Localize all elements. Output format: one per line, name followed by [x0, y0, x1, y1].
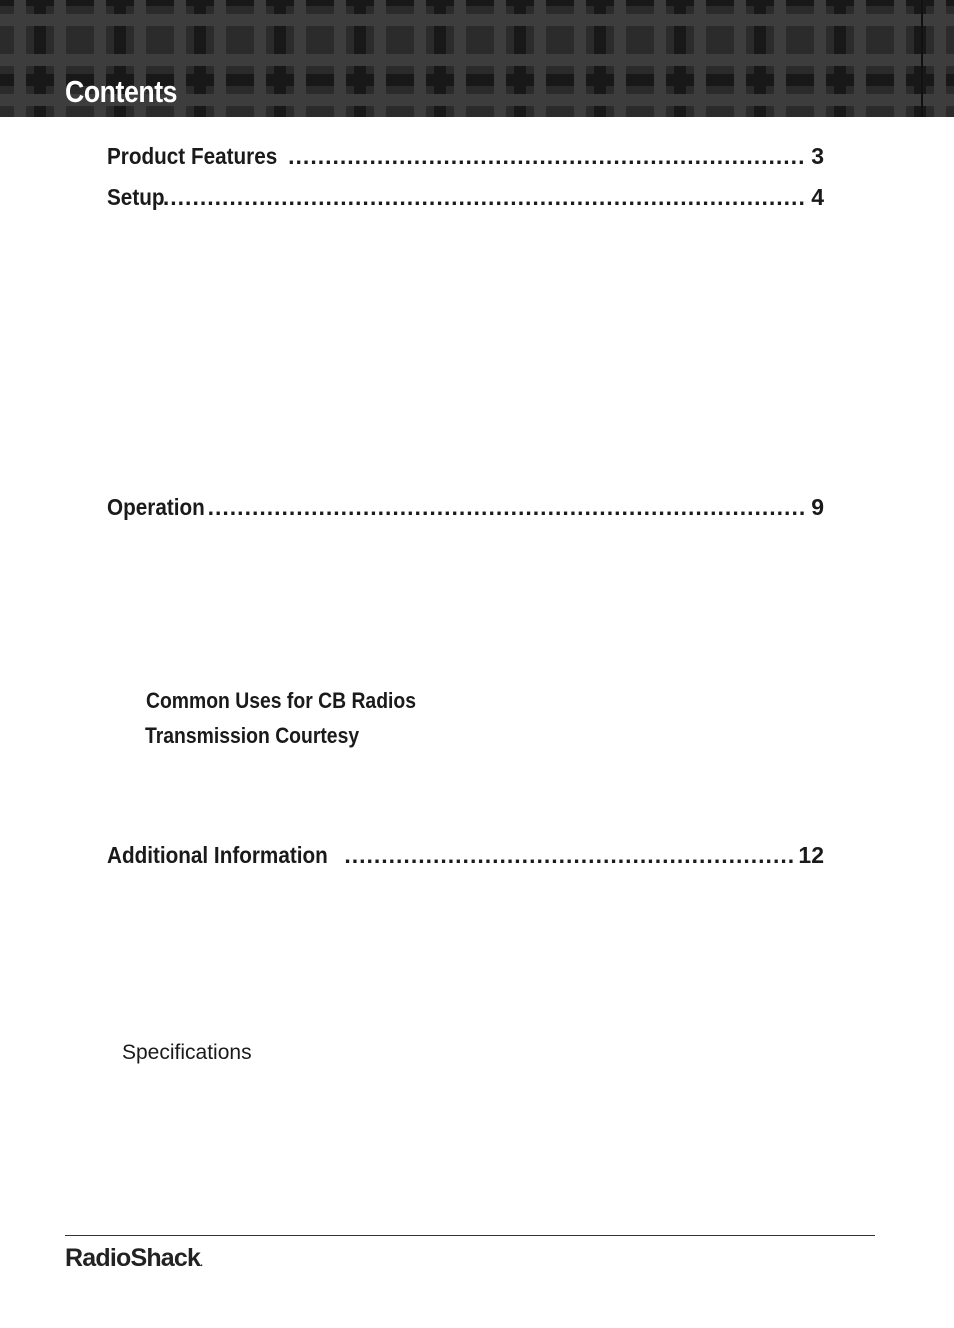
toc-entry-additional-information[interactable] [107, 842, 824, 869]
toc-subentry-common-uses[interactable]: Common Uses for CB Radios [146, 688, 417, 713]
toc-entry-title: Additional Information [107, 842, 328, 868]
toc-subentry-specifications[interactable]: Specifications [122, 1041, 252, 1064]
toc-leader-dots [344, 842, 794, 869]
toc-entry-page: 9 [811, 494, 824, 520]
footer-divider [65, 1235, 875, 1236]
toc-leader-dots [288, 143, 807, 170]
toc-subentry-transmission-courtesy[interactable]: Transmission Courtesy [145, 723, 360, 748]
toc-entry-title: Operation [107, 494, 205, 520]
toc-entry-setup[interactable] [107, 184, 824, 211]
toc-entry-page: 12 [798, 842, 824, 868]
toc-leader-dots [163, 184, 807, 211]
brand-logo-dot: . [200, 1258, 203, 1269]
header-divider [921, 0, 923, 117]
toc-entry-title: Setup [107, 184, 165, 210]
toc-entry-page: 4 [811, 184, 824, 210]
header-banner [0, 0, 954, 117]
toc-entry-product-features[interactable] [107, 143, 824, 170]
toc-leader-dots [208, 494, 808, 521]
toc-entry-operation[interactable] [107, 494, 824, 521]
brand-logo [65, 1244, 203, 1273]
page-title: Contents [65, 74, 178, 109]
toc-entry-page: 3 [811, 143, 824, 169]
toc-entry-title: Product Features [107, 143, 278, 169]
brand-logo-text: RadioShack [65, 1244, 201, 1272]
